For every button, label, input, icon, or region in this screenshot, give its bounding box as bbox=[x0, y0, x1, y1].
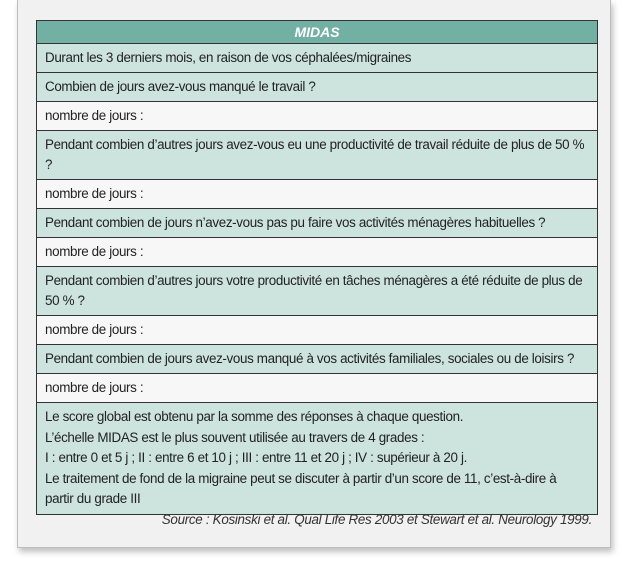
answer-row: nombre de jours : bbox=[37, 102, 597, 131]
question-row: Durant les 3 derniers mois, en raison de vos céphalées/migraines bbox=[37, 44, 597, 73]
summary-line: I : entre 0 et 5 j ; II : entre 6 et 10 j ; III : entre 11 et 20 j ; IV : supérieur à 20 j. bbox=[45, 450, 467, 465]
summary-line: Le traitement de fond de la migraine peut se discuter à partir d’un score de 11, c’est-à-dire à partir du grade III bbox=[45, 470, 557, 506]
midas-table bbox=[36, 20, 598, 515]
question-row: Pendant combien d’autres jours avez-vous eu une productivité de travail réduite de plus de 50 % ? bbox=[37, 131, 597, 180]
question-row: Pendant combien de jours avez-vous manqué à vos activités familiales, sociales ou de loisirs ? bbox=[37, 345, 597, 374]
summary-line: L’échelle MIDAS est le plus souvent utilisée au travers de 4 grades : bbox=[45, 429, 425, 445]
question-row: Combien de jours avez-vous manqué le travail ? bbox=[37, 73, 597, 102]
answer-row: nombre de jours : bbox=[37, 238, 597, 267]
answer-row: nombre de jours : bbox=[37, 180, 597, 209]
source-citation: Source : Kosinski et al. Qual Life Res 2003 et Stewart et al. Neurology 1999. bbox=[161, 512, 592, 527]
table-title: MIDAS bbox=[37, 21, 597, 44]
answer-row: nombre de jours : bbox=[37, 316, 597, 345]
question-row: Pendant combien d’autres jours votre productivité en tâches ménagères a été réduite de plus de 50 % ? bbox=[37, 267, 597, 316]
summary-cell bbox=[37, 403, 597, 515]
question-row: Pendant combien de jours n’avez-vous pas pu faire vos activités ménagères habituelles ? bbox=[37, 209, 597, 238]
summary-line: Le score global est obtenu par la somme des réponses à chaque question. bbox=[45, 409, 464, 424]
answer-row: nombre de jours : bbox=[37, 374, 597, 403]
